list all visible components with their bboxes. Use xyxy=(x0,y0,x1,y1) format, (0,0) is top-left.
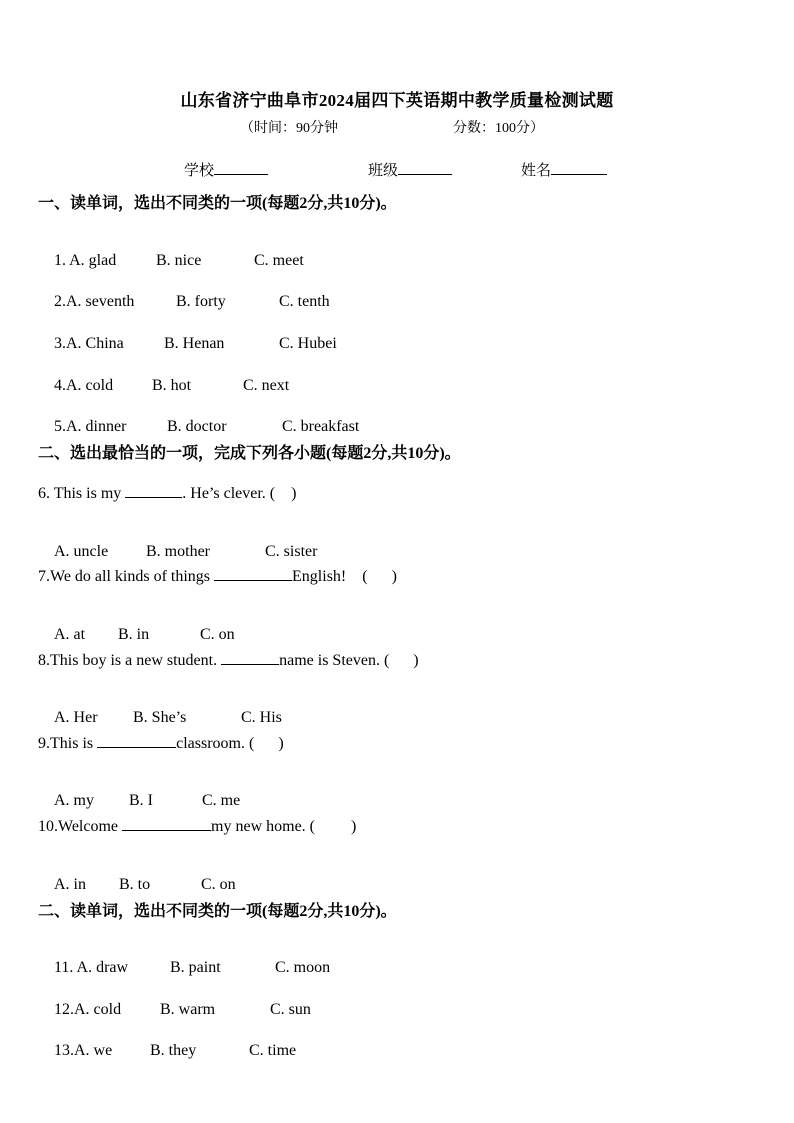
q8-stem-end: name is Steven. ( ) xyxy=(279,652,419,669)
q5-option-a: 5.A. dinner xyxy=(54,418,127,435)
q7-stem-end: English! ( ) xyxy=(292,568,397,585)
q2-option-c: C. tenth xyxy=(279,293,330,310)
school-label: 学校 xyxy=(184,163,215,179)
q7-option-b: B. in xyxy=(118,626,150,643)
q12-option-b: B. warm xyxy=(160,1001,216,1018)
q8-option-a: A. Her xyxy=(54,709,98,726)
q2-option-a: 2.A. seventh xyxy=(54,293,135,310)
q1-option-c: C. meet xyxy=(254,252,304,269)
q10-option-a: A. in xyxy=(54,876,86,893)
exam-time: （时间：90分钟 xyxy=(240,121,338,136)
section-heading-1: 一、读单词，选出不同类的一项(每题2分,共10分)。 xyxy=(38,195,397,212)
q8-option-b: B. She’s xyxy=(133,709,187,726)
question-13 xyxy=(38,1024,297,1078)
q9-stem-start: 9.This is xyxy=(38,735,98,752)
q11-option-c: C. moon xyxy=(275,959,331,976)
q13-option-c: C. time xyxy=(249,1042,297,1059)
q9-option-a: A. my xyxy=(54,792,94,809)
q5-option-c: C. breakfast xyxy=(282,418,360,435)
q10-option-c: C. on xyxy=(201,876,236,893)
q12-option-a: 12.A. cold xyxy=(54,1001,122,1018)
page-title: 山东省济宁曲阜市2024届四下英语期中教学质量检测试题 xyxy=(180,91,614,110)
name-blank xyxy=(551,160,607,175)
class-label: 班级 xyxy=(368,163,399,179)
section-heading-3: 二、读单词，选出不同类的一项(每题2分,共10分)。 xyxy=(38,903,397,920)
q10-option-b: B. to xyxy=(119,876,151,893)
q1-option-b: B. nice xyxy=(156,252,202,269)
q7-option-a: A. at xyxy=(54,626,86,643)
q7-option-c: C. on xyxy=(200,626,235,643)
q9-stem-end: classroom. ( ) xyxy=(176,735,284,752)
question-10 xyxy=(38,816,356,836)
q9-option-c: C. me xyxy=(202,792,241,809)
q6-stem-start: 6. This is my xyxy=(38,485,126,502)
q10-stem-end: my new home. ( ) xyxy=(211,818,357,835)
q11-option-a: 11. A. draw xyxy=(54,959,129,976)
name-label: 姓名 xyxy=(521,163,552,179)
q6-option-c: C. sister xyxy=(265,543,318,560)
q2-option-b: B. forty xyxy=(176,293,226,310)
q3-option-c: C. Hubei xyxy=(279,335,337,352)
q4-option-b: B. hot xyxy=(152,377,192,394)
q6-blank xyxy=(125,483,182,498)
q11-option-b: B. paint xyxy=(170,959,221,976)
q13-option-b: B. they xyxy=(150,1042,197,1059)
q8-blank xyxy=(221,650,279,665)
q6-option-a: A. uncle xyxy=(54,543,109,560)
q3-option-b: B. Henan xyxy=(164,335,225,352)
class-field xyxy=(368,159,452,180)
q4-option-a: 4.A. cold xyxy=(54,377,114,394)
q1-option-a: 1. A. glad xyxy=(54,252,117,269)
question-9 xyxy=(38,733,284,753)
q4-option-c: C. next xyxy=(243,377,290,394)
q6-stem-end: . He’s clever. ( ) xyxy=(182,485,297,502)
school-field xyxy=(184,159,268,180)
q5-option-b: B. doctor xyxy=(167,418,227,435)
q8-stem-start: 8.This boy is a new student. xyxy=(38,652,222,669)
class-blank xyxy=(398,160,452,175)
question-7 xyxy=(38,566,397,586)
q13-option-a: 13.A. we xyxy=(54,1042,113,1059)
q7-blank xyxy=(214,566,292,581)
q9-blank xyxy=(97,733,176,748)
q9-option-b: B. I xyxy=(129,792,153,809)
question-8 xyxy=(38,650,419,670)
exam-score: 分数：100分） xyxy=(453,121,544,136)
name-field xyxy=(521,159,607,180)
q10-stem-start: 10.Welcome xyxy=(38,818,123,835)
q7-stem-start: 7.We do all kinds of things xyxy=(38,568,215,585)
question-6 xyxy=(38,483,296,503)
q12-option-c: C. sun xyxy=(270,1001,311,1018)
section-heading-2: 二、选出最恰当的一项，完成下列各小题(每题2分,共10分)。 xyxy=(38,445,461,462)
school-blank xyxy=(214,160,268,175)
q3-option-a: 3.A. China xyxy=(54,335,124,352)
q10-blank xyxy=(122,816,211,831)
q8-option-c: C. His xyxy=(241,709,282,726)
q6-option-b: B. mother xyxy=(146,543,210,560)
